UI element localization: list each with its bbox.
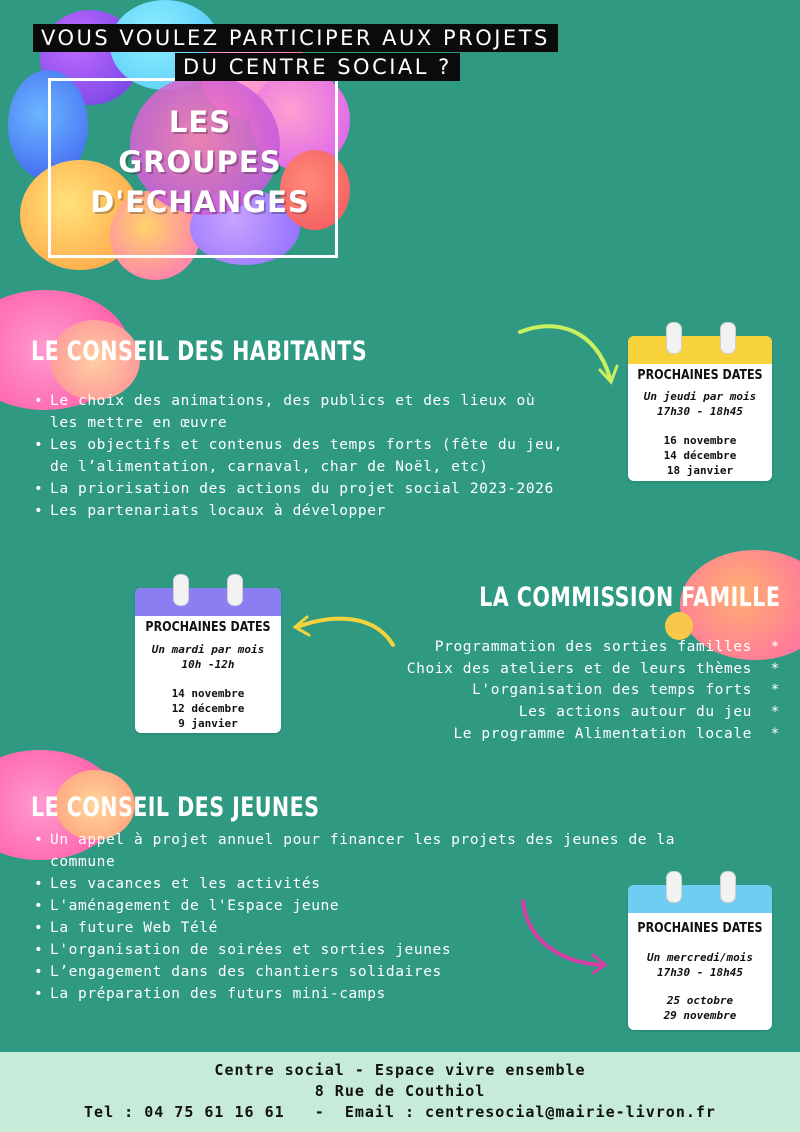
- list-item: • L'organisation de soirées et sorties jeunes: [30, 939, 730, 961]
- jeunes-list: [30, 829, 730, 1005]
- list-item: • Le choix des animations, des publics et des lieux où: [30, 390, 620, 412]
- calendar-frequency: Un jeudi par mois: [643, 390, 757, 403]
- calendar-frequency: Un mardi par mois: [151, 643, 265, 656]
- famille-blob-2: [665, 612, 693, 640]
- calendar-date: 9 janvier: [178, 717, 238, 730]
- list-item: • La future Web Télé: [30, 917, 730, 939]
- calendar-date: 29 novembre: [663, 1009, 737, 1022]
- list-item: Le programme Alimentation locale *: [360, 724, 780, 746]
- list-item: commune: [50, 854, 116, 870]
- famille-list: [360, 637, 780, 746]
- arrow-icon-jeunes: [515, 895, 615, 975]
- list-item: • L’engagement dans des chantiers solidaires: [30, 961, 730, 983]
- calendar-habitants: [628, 336, 772, 481]
- list-item: Programmation des sorties familles *: [360, 637, 780, 659]
- calendar-date: 18 janvier: [666, 464, 734, 477]
- list-item: • Un appel à projet annuel pour financer les projets des jeunes de la: [30, 829, 730, 851]
- footer: [0, 1052, 800, 1132]
- header-line-1: VOUS VOULEZ PARTICIPER AUX PROJETS: [33, 24, 558, 52]
- list-item: Choix des ateliers et de leurs thèmes *: [360, 659, 780, 681]
- header-line-2: DU CENTRE SOCIAL ?: [175, 53, 460, 81]
- calendar-time: 17h30 - 18h45: [656, 405, 744, 418]
- calendar-header: PROCHAINES DATES: [145, 620, 271, 635]
- calendar-date: 16 novembre: [663, 434, 737, 447]
- list-item: L'organisation des temps forts *: [360, 680, 780, 702]
- calendar-header: PROCHAINES DATES: [637, 921, 763, 936]
- calendar-date: 14 novembre: [171, 687, 245, 700]
- calendar-date: 25 octobre: [666, 994, 734, 1007]
- hero-title-line-1: LES: [168, 105, 232, 139]
- list-item: les mettre en œuvre: [50, 415, 228, 431]
- jeunes-title: LE CONSEIL DES JEUNES: [31, 792, 320, 823]
- calendar-frequency: Un mercredi/mois: [647, 951, 753, 964]
- footer-address: 8 Rue de Couthiol: [314, 1082, 486, 1100]
- list-item: • L'aménagement de l'Espace jeune: [30, 895, 730, 917]
- hero-title-line-3: D'ECHANGES: [90, 185, 310, 219]
- habitants-title: LE CONSEIL DES HABITANTS: [31, 336, 368, 367]
- arrow-icon-habitants: [515, 318, 625, 390]
- hero-title-line-2: GROUPES: [118, 145, 282, 179]
- footer-name: Centre social - Espace vivre ensemble: [214, 1061, 586, 1079]
- arrow-icon-famille: [285, 605, 400, 655]
- calendar-header: PROCHAINES DATES: [637, 368, 763, 383]
- list-item: • Les vacances et les activités: [30, 873, 730, 895]
- calendar-famille: [135, 588, 281, 733]
- famille-title: LA COMMISSION FAMILLE: [478, 582, 780, 613]
- habitants-list: [30, 390, 620, 522]
- list-item: • Les objectifs et contenus des temps forts (fête du jeu,: [30, 434, 620, 456]
- calendar-date: 14 décembre: [663, 449, 737, 462]
- list-item: de l’alimentation, carnaval, char de Noël, etc): [50, 459, 489, 475]
- calendar-jeunes: [628, 885, 772, 1030]
- list-item: • Les partenariats locaux à développer: [30, 500, 620, 522]
- list-item: • La priorisation des actions du projet social 2023-2026: [30, 478, 620, 500]
- hero-title: [90, 102, 310, 222]
- calendar-time: 17h30 - 18h45: [656, 966, 744, 979]
- list-item: Les actions autour du jeu *: [360, 702, 780, 724]
- footer-contact: Tel : 04 75 61 16 61 - Email : centresocial@mairie-livron.fr: [84, 1103, 716, 1121]
- calendar-time: 10h -12h: [181, 658, 235, 671]
- list-item: • La préparation des futurs mini-camps: [30, 983, 730, 1005]
- calendar-date: 12 décembre: [171, 702, 245, 715]
